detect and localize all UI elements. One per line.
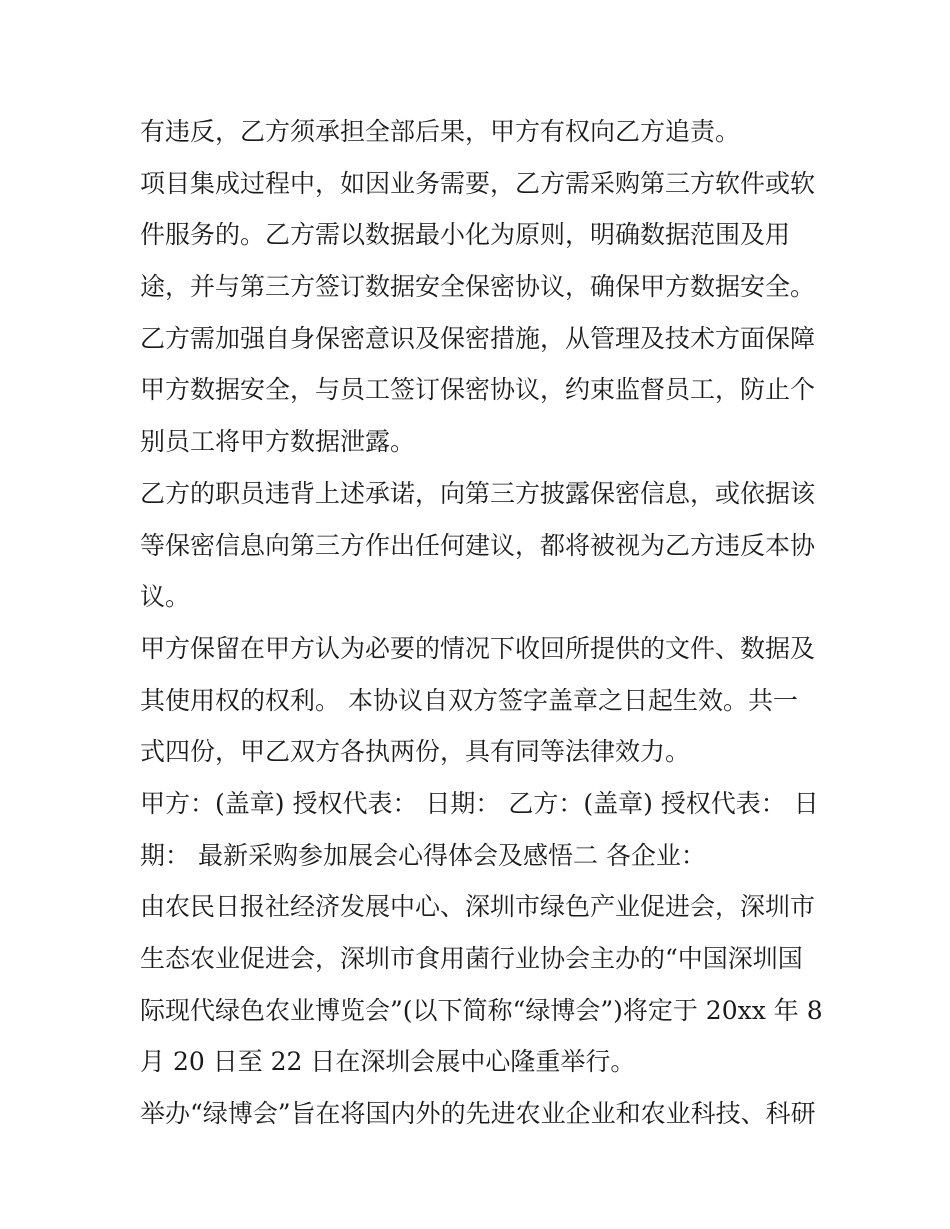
text-line: 等保密信息向第三方作出任何建议，都将被视为乙方违反本协 bbox=[140, 530, 816, 560]
text-line: 甲方：(盖章) 授权代表： 日期： 乙方：(盖章) 授权代表： 日 bbox=[140, 788, 819, 818]
text-line: 乙方的职员违背上述承诺，向第三方披露保密信息，或依据该 bbox=[140, 478, 816, 508]
text-line: 件服务的。乙方需以数据最小化为原则，明确数据范围及用 bbox=[140, 220, 791, 250]
text-line: 甲方保留在甲方认为必要的情况下收回所提供的文件、数据及 bbox=[140, 633, 816, 663]
text-line: 由农民日报社经济发展中心、深圳市绿色产业促进会，深圳市 bbox=[140, 892, 816, 922]
text-line: 际现代绿色农业博览会”(以下简称“绿博会”)将定于 20xx 年 8 bbox=[140, 995, 823, 1025]
text-line: 乙方需加强自身保密意识及保密措施，从管理及技术方面保障 bbox=[140, 323, 816, 353]
text-line: 期： 最新采购参加展会心得体会及感悟二 各企业： bbox=[140, 840, 706, 870]
text-line: 议。 bbox=[140, 582, 191, 612]
text-line: 别员工将甲方数据泄露。 bbox=[140, 427, 416, 457]
text-line: 其使用权的权利。 本协议自双方签字盖章之日起生效。共一 bbox=[140, 685, 798, 715]
document-body bbox=[140, 106, 823, 1140]
text-line: 途，并与第三方签订数据安全保密协议，确保甲方数据安全。 bbox=[140, 272, 816, 302]
text-line: 举办“绿博会”旨在将国内外的先进农业企业和农业科技、科研 bbox=[140, 1099, 816, 1129]
text-line: 月 20 日至 22 日在深圳会展中心隆重举行。 bbox=[140, 1047, 636, 1077]
text-line: 项目集成过程中，如因业务需要，乙方需采购第三方软件或软 bbox=[140, 168, 816, 198]
text-line: 生态农业促进会，深圳市食用菌行业协会主办的“中国深圳国 bbox=[140, 944, 803, 973]
text-line: 式四份，甲乙双方各执两份，具有同等法律效力。 bbox=[140, 737, 691, 767]
text-line: 甲方数据安全，与员工签订保密协议，约束监督员工，防止个 bbox=[140, 375, 816, 405]
text-line: 有违反，乙方须承担全部后果，甲方有权向乙方追责。 bbox=[140, 117, 741, 146]
